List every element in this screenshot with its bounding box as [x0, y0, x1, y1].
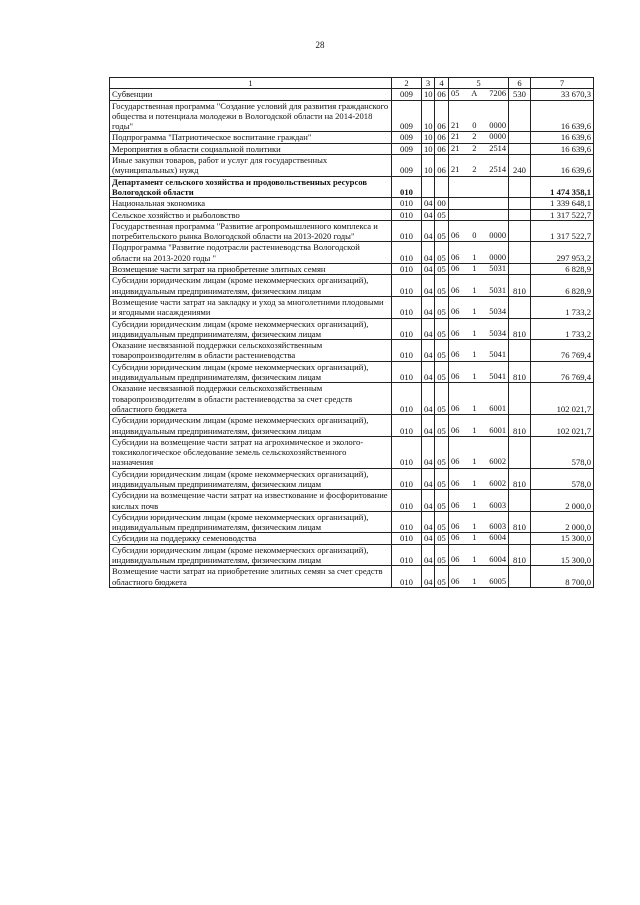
target-article-part: 1 — [472, 285, 477, 295]
subsection-code: 05 — [435, 468, 449, 490]
ministry-code: 009 — [392, 89, 422, 100]
subsection-code: 06 — [435, 100, 449, 132]
amount: 102 021,7 — [531, 383, 594, 415]
target-article-part: 5041 — [489, 372, 506, 382]
section-code: 04 — [422, 566, 435, 588]
target-article-part: 1 — [472, 264, 477, 274]
target-article-part: 6001 — [489, 403, 506, 413]
target-article-part: 06 — [451, 478, 460, 488]
header-cell: 6 — [509, 78, 531, 89]
ministry-code: 010 — [392, 242, 422, 264]
row-name: Субсидии на возмещение части затрат на известкование и фосфоритование кислых почв — [110, 490, 392, 512]
target-article-code — [449, 415, 509, 437]
table-row — [110, 318, 594, 340]
ministry-code: 010 — [392, 264, 422, 275]
amount: 15 300,0 — [531, 544, 594, 566]
expense-type-code: 810 — [509, 511, 531, 533]
section-code: 04 — [422, 533, 435, 544]
target-article-code — [449, 143, 509, 154]
section-code: 04 — [422, 490, 435, 512]
target-article-part: 0000 — [489, 121, 506, 131]
target-article-part: 1 — [472, 555, 477, 565]
target-article-part: 1 — [472, 328, 477, 338]
target-article-part: 1 — [472, 457, 477, 467]
target-article-part: 2514 — [489, 143, 506, 153]
ministry-code: 010 — [392, 511, 422, 533]
subsection-code: 05 — [435, 533, 449, 544]
expense-type-code: 810 — [509, 275, 531, 297]
amount: 76 769,4 — [531, 340, 594, 362]
target-article-part: 6005 — [489, 576, 506, 586]
table-row — [110, 264, 594, 275]
section-code: 04 — [422, 318, 435, 340]
table-row — [110, 155, 594, 177]
row-name: Подпрограмма "Патриотическое воспитание граждан" — [110, 132, 392, 143]
ministry-code: 010 — [392, 544, 422, 566]
ministry-code: 010 — [392, 275, 422, 297]
amount: 1 474 358,1 — [531, 176, 594, 198]
target-article-part: 21 — [451, 132, 460, 142]
row-name: Субсидии юридическим лицам (кроме некоммерческих организаций), индивидуальным предпринимателям, физическим лицам — [110, 544, 392, 566]
target-article-part: 1 — [472, 478, 477, 488]
amount: 8 700,0 — [531, 566, 594, 588]
target-article-part: 21 — [451, 121, 460, 131]
expense-type-code — [509, 566, 531, 588]
target-article-part: 0000 — [489, 231, 506, 241]
ministry-code: 009 — [392, 132, 422, 143]
ministry-code: 010 — [392, 436, 422, 468]
target-article-part: 1 — [472, 425, 477, 435]
expense-type-code — [509, 209, 531, 220]
row-name: Департамент сельского хозяйства и продовольственных ресурсов Вологодской области — [110, 176, 392, 198]
table-row — [110, 566, 594, 588]
target-article-code — [449, 318, 509, 340]
target-article-code — [449, 198, 509, 209]
target-article-part: 2 — [472, 165, 477, 175]
section-code: 04 — [422, 340, 435, 362]
section-code: 04 — [422, 468, 435, 490]
table-row — [110, 468, 594, 490]
target-article-code — [449, 264, 509, 275]
row-name: Субсидии юридическим лицам (кроме некоммерческих организаций), индивидуальным предпринимателям, физическим лицам — [110, 361, 392, 383]
target-article-code — [449, 275, 509, 297]
target-article-part: 2 — [472, 132, 477, 142]
target-article-part: 6004 — [489, 533, 506, 543]
subsection-code: 05 — [435, 566, 449, 588]
section-code: 10 — [422, 132, 435, 143]
amount: 1 317 522,7 — [531, 220, 594, 242]
page-number: 28 — [315, 40, 325, 50]
section-code: 04 — [422, 275, 435, 297]
target-article-part: 06 — [451, 350, 460, 360]
target-article-part: 1 — [472, 500, 477, 510]
row-name: Государственная программа "Создание условий для развития гражданского общества и потенциала молодежи в Вологодской области на 2014-2018 годы" — [110, 100, 392, 132]
ministry-code: 010 — [392, 220, 422, 242]
target-article-code — [449, 340, 509, 362]
section-code: 10 — [422, 155, 435, 177]
target-article-part: 1 — [472, 307, 477, 317]
section-code: 04 — [422, 436, 435, 468]
subsection-code — [435, 176, 449, 198]
row-name: Подпрограмма "Развитие подотрасли растениеводства Вологодской области на 2013-2020 годы " — [110, 242, 392, 264]
target-article-part: А — [471, 89, 478, 99]
target-article-part: 1 — [472, 350, 477, 360]
section-code: 10 — [422, 100, 435, 132]
section-code: 04 — [422, 264, 435, 275]
target-article-code — [449, 209, 509, 220]
section-code: 04 — [422, 209, 435, 220]
amount: 102 021,7 — [531, 415, 594, 437]
row-name: Мероприятия в области социальной политики — [110, 143, 392, 154]
table-row — [110, 544, 594, 566]
expense-type-code — [509, 143, 531, 154]
target-article-code — [449, 544, 509, 566]
section-code: 04 — [422, 361, 435, 383]
subsection-code: 05 — [435, 242, 449, 264]
target-article-part: 6004 — [489, 555, 506, 565]
expense-type-code: 810 — [509, 544, 531, 566]
amount: 15 300,0 — [531, 533, 594, 544]
row-name: Иные закупки товаров, работ и услуг для государственных (муниципальных) нужд — [110, 155, 392, 177]
target-article-code — [449, 89, 509, 100]
expense-type-code — [509, 296, 531, 318]
expense-type-code: 810 — [509, 468, 531, 490]
amount: 1 733,2 — [531, 318, 594, 340]
subsection-code: 00 — [435, 198, 449, 209]
expense-type-code — [509, 242, 531, 264]
table-row — [110, 415, 594, 437]
ministry-code: 010 — [392, 209, 422, 220]
target-article-part: 21 — [451, 143, 460, 153]
ministry-code: 010 — [392, 468, 422, 490]
subsection-code: 05 — [435, 436, 449, 468]
table-row — [110, 89, 594, 100]
row-name: Оказание несвязанной поддержки сельскохозяйственным товаропроизводителям в области растениеводства за счет средств областного бюджета — [110, 383, 392, 415]
amount: 16 639,6 — [531, 100, 594, 132]
row-name: Субсидии юридическим лицам (кроме некоммерческих организаций), индивидуальным предпринимателям, физическим лицам — [110, 275, 392, 297]
section-code: 04 — [422, 415, 435, 437]
expense-type-code: 240 — [509, 155, 531, 177]
budget-table — [109, 77, 594, 588]
target-article-code — [449, 511, 509, 533]
expense-type-code — [509, 176, 531, 198]
row-name: Субвенции — [110, 89, 392, 100]
header-cell: 1 — [110, 78, 392, 89]
amount: 1 733,2 — [531, 296, 594, 318]
target-article-part: 1 — [472, 252, 477, 262]
row-name: Возмещение части затрат на приобретение элитных семян — [110, 264, 392, 275]
target-article-part: 06 — [451, 264, 460, 274]
target-article-part: 06 — [451, 576, 460, 586]
table-row — [110, 198, 594, 209]
amount: 578,0 — [531, 436, 594, 468]
expense-type-code: 530 — [509, 89, 531, 100]
section-code — [422, 176, 435, 198]
expense-type-code — [509, 132, 531, 143]
target-article-part: 5031 — [489, 285, 506, 295]
table-row — [110, 340, 594, 362]
target-article-part: 21 — [451, 165, 460, 175]
expense-type-code: 810 — [509, 318, 531, 340]
target-article-part: 1 — [472, 576, 477, 586]
ministry-code: 009 — [392, 155, 422, 177]
expense-type-code — [509, 220, 531, 242]
ministry-code: 009 — [392, 143, 422, 154]
target-article-code — [449, 100, 509, 132]
table-row — [110, 220, 594, 242]
table-row — [110, 176, 594, 198]
table-row — [110, 383, 594, 415]
table-row — [110, 436, 594, 468]
target-article-part: 06 — [451, 403, 460, 413]
ministry-code: 010 — [392, 340, 422, 362]
row-name: Сельское хозяйство и рыболовство — [110, 209, 392, 220]
section-code: 04 — [422, 296, 435, 318]
ministry-code: 010 — [392, 383, 422, 415]
expense-type-code — [509, 198, 531, 209]
expense-type-code — [509, 436, 531, 468]
target-article-part: 06 — [451, 328, 460, 338]
target-article-part: 06 — [451, 307, 460, 317]
row-name: Субсидии юридическим лицам (кроме некоммерческих организаций), индивидуальным предпринимателям, физическим лицам — [110, 318, 392, 340]
table-row — [110, 132, 594, 143]
target-article-code — [449, 242, 509, 264]
target-article-part: 7206 — [489, 89, 506, 99]
target-article-part: 06 — [451, 555, 460, 565]
table-row — [110, 490, 594, 512]
table-row — [110, 361, 594, 383]
target-article-code — [449, 566, 509, 588]
amount: 16 639,6 — [531, 143, 594, 154]
expense-type-code: 810 — [509, 361, 531, 383]
section-code: 10 — [422, 89, 435, 100]
target-article-part: 1 — [472, 522, 477, 532]
table-row — [110, 296, 594, 318]
target-article-code — [449, 468, 509, 490]
table-row — [110, 100, 594, 132]
row-name: Субсидии юридическим лицам (кроме некоммерческих организаций), индивидуальным предпринимателям, физическим лицам — [110, 468, 392, 490]
subsection-code: 05 — [435, 383, 449, 415]
target-article-part: 1 — [472, 403, 477, 413]
amount: 578,0 — [531, 468, 594, 490]
target-article-part: 5031 — [489, 264, 506, 274]
ministry-code: 010 — [392, 490, 422, 512]
target-article-part: 06 — [451, 285, 460, 295]
amount: 1 339 648,1 — [531, 198, 594, 209]
amount: 76 769,4 — [531, 361, 594, 383]
amount: 16 639,6 — [531, 155, 594, 177]
section-code: 04 — [422, 383, 435, 415]
target-article-code — [449, 533, 509, 544]
subsection-code: 05 — [435, 490, 449, 512]
subsection-code: 06 — [435, 89, 449, 100]
section-code: 04 — [422, 544, 435, 566]
row-name: Национальная экономика — [110, 198, 392, 209]
section-code: 04 — [422, 242, 435, 264]
subsection-code: 05 — [435, 340, 449, 362]
amount: 33 670,3 — [531, 89, 594, 100]
target-article-part: 05 — [451, 89, 460, 99]
expense-type-code — [509, 264, 531, 275]
target-article-code — [449, 436, 509, 468]
target-article-part: 06 — [451, 533, 460, 543]
amount: 16 639,6 — [531, 132, 594, 143]
target-article-code — [449, 132, 509, 143]
table-row — [110, 242, 594, 264]
section-code: 10 — [422, 143, 435, 154]
ministry-code: 010 — [392, 318, 422, 340]
target-article-part: 0 — [472, 231, 477, 241]
target-article-code — [449, 361, 509, 383]
subsection-code: 05 — [435, 220, 449, 242]
subsection-code: 05 — [435, 296, 449, 318]
row-name: Субсидии на возмещение части затрат на агрохимическое и эколого-токсикологическое обследование земель сельскохозяйственного назначения — [110, 436, 392, 468]
table-row — [110, 143, 594, 154]
amount: 6 828,9 — [531, 264, 594, 275]
header-cell: 3 — [422, 78, 435, 89]
target-article-part: 0000 — [489, 132, 506, 142]
subsection-code: 05 — [435, 209, 449, 220]
subsection-code: 05 — [435, 361, 449, 383]
target-article-part: 2 — [472, 143, 477, 153]
target-article-part: 06 — [451, 252, 460, 262]
table-row — [110, 533, 594, 544]
target-article-code — [449, 490, 509, 512]
ministry-code: 010 — [392, 296, 422, 318]
amount: 6 828,9 — [531, 275, 594, 297]
target-article-part: 5041 — [489, 350, 506, 360]
target-article-part: 06 — [451, 425, 460, 435]
header-cell: 4 — [435, 78, 449, 89]
ministry-code: 010 — [392, 566, 422, 588]
ministry-code: 010 — [392, 176, 422, 198]
row-name: Возмещение части затрат на приобретение элитных семян за счет средств областного бюджета — [110, 566, 392, 588]
table-row — [110, 275, 594, 297]
subsection-code: 05 — [435, 318, 449, 340]
target-article-part: 6003 — [489, 500, 506, 510]
target-article-code — [449, 220, 509, 242]
target-article-code — [449, 296, 509, 318]
row-name: Оказание несвязанной поддержки сельскохозяйственным товаропроизводителям в области растениеводства — [110, 340, 392, 362]
header-cell: 5 — [449, 78, 509, 89]
ministry-code: 009 — [392, 100, 422, 132]
target-article-part: 5034 — [489, 328, 506, 338]
target-article-part: 6002 — [489, 457, 506, 467]
amount: 2 000,0 — [531, 490, 594, 512]
target-article-part: 06 — [451, 500, 460, 510]
target-article-code — [449, 176, 509, 198]
section-code: 04 — [422, 198, 435, 209]
target-article-part: 1 — [472, 372, 477, 382]
target-article-part: 2514 — [489, 165, 506, 175]
ministry-code: 010 — [392, 198, 422, 209]
expense-type-code — [509, 340, 531, 362]
subsection-code: 05 — [435, 264, 449, 275]
section-code: 04 — [422, 220, 435, 242]
ministry-code: 010 — [392, 415, 422, 437]
subsection-code: 06 — [435, 132, 449, 143]
target-article-part: 06 — [451, 231, 460, 241]
subsection-code: 06 — [435, 143, 449, 154]
table-row — [110, 209, 594, 220]
target-article-part: 0 — [472, 121, 477, 131]
subsection-code: 05 — [435, 415, 449, 437]
row-name: Субсидии на поддержку семеноводства — [110, 533, 392, 544]
ministry-code: 010 — [392, 361, 422, 383]
expense-type-code — [509, 383, 531, 415]
table-row — [110, 511, 594, 533]
row-name: Субсидии юридическим лицам (кроме некоммерческих организаций), индивидуальным предпринимателям, физическим лицам — [110, 511, 392, 533]
target-article-part: 06 — [451, 522, 460, 532]
subsection-code: 06 — [435, 155, 449, 177]
target-article-code — [449, 383, 509, 415]
row-name: Государственная программа "Развитие агропромышленного комплекса и потребительского рынка Вологодской области на 2013-2020 годы" — [110, 220, 392, 242]
expense-type-code — [509, 533, 531, 544]
amount: 297 953,2 — [531, 242, 594, 264]
target-article-part: 06 — [451, 372, 460, 382]
amount: 1 317 522,7 — [531, 209, 594, 220]
target-article-part: 06 — [451, 457, 460, 467]
header-cell: 2 — [392, 78, 422, 89]
row-name: Субсидии юридическим лицам (кроме некоммерческих организаций), индивидуальным предпринимателям, физическим лицам — [110, 415, 392, 437]
target-article-part: 6002 — [489, 478, 506, 488]
section-code: 04 — [422, 511, 435, 533]
expense-type-code: 810 — [509, 415, 531, 437]
target-article-part: 6001 — [489, 425, 506, 435]
amount: 2 000,0 — [531, 511, 594, 533]
target-article-code — [449, 155, 509, 177]
header-cell: 7 — [531, 78, 594, 89]
target-article-part: 1 — [472, 533, 477, 543]
subsection-code: 05 — [435, 511, 449, 533]
target-article-part: 5034 — [489, 307, 506, 317]
expense-type-code — [509, 490, 531, 512]
expense-type-code — [509, 100, 531, 132]
subsection-code: 05 — [435, 544, 449, 566]
target-article-part: 0000 — [489, 252, 506, 262]
subsection-code: 05 — [435, 275, 449, 297]
ministry-code: 010 — [392, 533, 422, 544]
row-name: Возмещение части затрат на закладку и уход за многолетними плодовыми и ягодными насаждениями — [110, 296, 392, 318]
table-header-row — [110, 78, 594, 89]
target-article-part: 6003 — [489, 522, 506, 532]
